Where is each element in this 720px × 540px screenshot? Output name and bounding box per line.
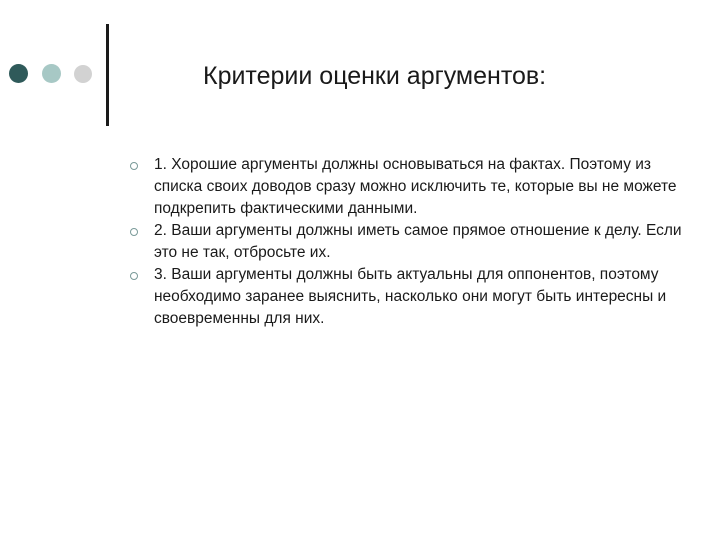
- bullet-text: 3. Ваши аргументы должны быть актуальны для оппонентов, поэтому необходимо заранее выяснить, насколько они могут быть интересны и своевременны для них.: [154, 266, 667, 327]
- bullet-list: [128, 154, 688, 330]
- bullet-circle-icon: [130, 162, 138, 170]
- bullet-item: [128, 154, 688, 220]
- decor-dot-light-icon: [42, 64, 61, 83]
- bullet-item: [128, 220, 688, 264]
- bullet-item: [128, 264, 688, 330]
- bullet-text: 1. Хорошие аргументы должны основываться на фактах. Поэтому из списка своих доводов сразу можно исключить те, которые вы не можете подкрепить фактическими данными.: [154, 156, 677, 217]
- decor-dot-dark-icon: [9, 64, 28, 83]
- decor-dot-gray-icon: [74, 65, 92, 83]
- title-divider-line: [106, 24, 109, 126]
- slide-title: Критерии оценки аргументов:: [203, 62, 547, 90]
- bullet-circle-icon: [130, 272, 138, 280]
- bullet-text: 2. Ваши аргументы должны иметь самое прямое отношение к делу. Если это не так, отбросьте их.: [154, 222, 682, 261]
- bullet-circle-icon: [130, 228, 138, 236]
